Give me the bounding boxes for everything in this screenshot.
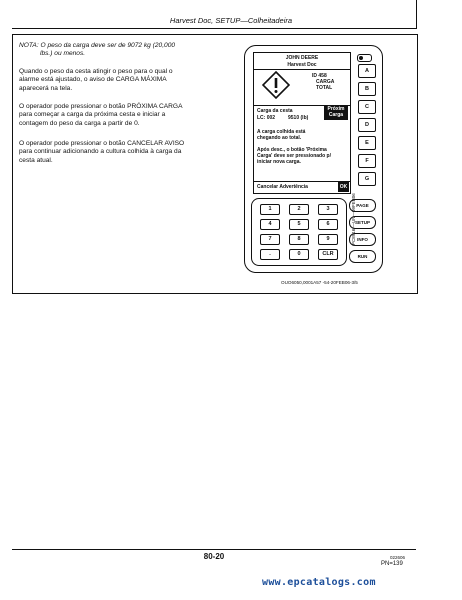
warning-icon (262, 71, 290, 99)
softkey-d[interactable]: D (358, 118, 376, 132)
paragraph-2-line: para começar a carga da próxima cesta e iniciar a (19, 111, 166, 119)
paragraph-2-line: contagem do peso da carga a partir de 0. (19, 119, 140, 127)
warning-title-1: CARGA (316, 79, 335, 85)
softkey-e[interactable]: E (358, 136, 376, 150)
ok-button[interactable]: OK (339, 184, 348, 190)
softkey-g[interactable]: G (358, 172, 376, 186)
header-rule (12, 28, 416, 29)
paragraph-1-line: aparecerá na tela. (19, 84, 73, 92)
next-load-button[interactable] (324, 106, 348, 120)
paragraph-1 (19, 68, 224, 93)
page-number: 80-20 (203, 552, 225, 561)
key-5[interactable]: 5 (289, 219, 309, 230)
load-label: Carga da cesta (257, 108, 293, 114)
page-header-title: Harvest Doc, SETUP—Colheitadeira (169, 16, 293, 25)
next-load-label-1: Próxim (327, 106, 345, 112)
message-1-line-2: chegando ao total. (257, 135, 302, 141)
display-device-illustration (244, 45, 383, 273)
screen-rule (254, 69, 350, 70)
key-0[interactable]: 0 (289, 249, 309, 260)
vertical-figure-code: PC8916 —UN—09FEB06 (351, 193, 356, 245)
site-watermark: www.epcatalogs.com (262, 577, 376, 588)
info-button[interactable]: INFO (349, 233, 376, 246)
paragraph-2-line: O operador pode pressionar o botão PRÓXIMA CARGA (19, 103, 183, 110)
warning-title-2: TOTAL (316, 85, 333, 91)
key-1[interactable]: 1 (260, 204, 280, 215)
paragraph-1-line: alarme está ajustado, o aviso de CARGA MÁXIMA (19, 76, 167, 84)
next-load-label-2: Carga (328, 112, 344, 118)
load-weight: 9510 (lb) (288, 115, 309, 121)
screen-rule (254, 181, 350, 182)
app-label: Harvest Doc (287, 62, 317, 68)
key-6[interactable]: 6 (318, 219, 338, 230)
softkey-c[interactable]: C (358, 100, 376, 114)
paragraph-3-line: para continuar adicionando a cultura colhida à carga da (19, 148, 182, 156)
device-screen (253, 52, 351, 194)
brand-label: JOHN DEERE (285, 55, 319, 61)
message-1-line-1: A carga colhida está (257, 129, 306, 135)
paragraph-1-line: Quando o peso da cesta atingir o peso para o qual o (19, 68, 173, 75)
cancel-warning-label: Cancelar Advertência (257, 184, 308, 190)
numeric-keypad (251, 198, 347, 266)
key-9[interactable]: 9 (318, 234, 338, 245)
paragraph-3-line: O operador pode pressionar o botão CANCELAR AVISO (19, 140, 185, 147)
note-prefix: NOTA: (19, 42, 39, 49)
softkey-a[interactable]: A (358, 64, 376, 78)
key-4[interactable]: 4 (260, 219, 280, 230)
key-2[interactable]: 2 (289, 204, 309, 215)
note-line-2: lbs.) ou menos. (40, 50, 86, 58)
paragraph-3 (19, 140, 224, 165)
message-2-line-1: Após desc., o botão 'Próxima (257, 147, 327, 153)
paragraph-2 (19, 103, 224, 128)
footer-pn: PN=139 (381, 561, 403, 567)
screen-id: ID 458 (312, 73, 327, 79)
paragraph-3-line: cesta atual. (19, 156, 53, 164)
key-8[interactable]: 8 (289, 234, 309, 245)
run-button[interactable]: RUN (349, 250, 376, 263)
note-block (19, 42, 224, 59)
softkey-b[interactable]: B (358, 82, 376, 96)
header-right-tick (416, 0, 417, 29)
toggle-icon (357, 54, 372, 62)
footer-rule (12, 549, 416, 550)
key-decimal[interactable]: . (260, 249, 280, 260)
message-2-line-3: iniciar nova carga. (257, 159, 301, 165)
figure-code: OUO6050,0001A57 -54-20FEB06-3/5 (281, 280, 358, 285)
footer-small-code: 022606 (390, 555, 406, 560)
message-2-line-2: Carga' deve ser pressionado p/ (257, 153, 331, 159)
key-clear[interactable]: CLR (318, 249, 338, 260)
setup-button[interactable]: SETUP (349, 216, 376, 229)
softkey-f[interactable]: F (358, 154, 376, 168)
load-count: LC: 002 (257, 115, 276, 121)
key-3[interactable]: 3 (318, 204, 338, 215)
note-line-1: O peso da carga deve ser de 9072 kg (20,000 (40, 42, 176, 49)
key-7[interactable]: 7 (260, 234, 280, 245)
page-button[interactable]: PAGE (349, 199, 376, 212)
